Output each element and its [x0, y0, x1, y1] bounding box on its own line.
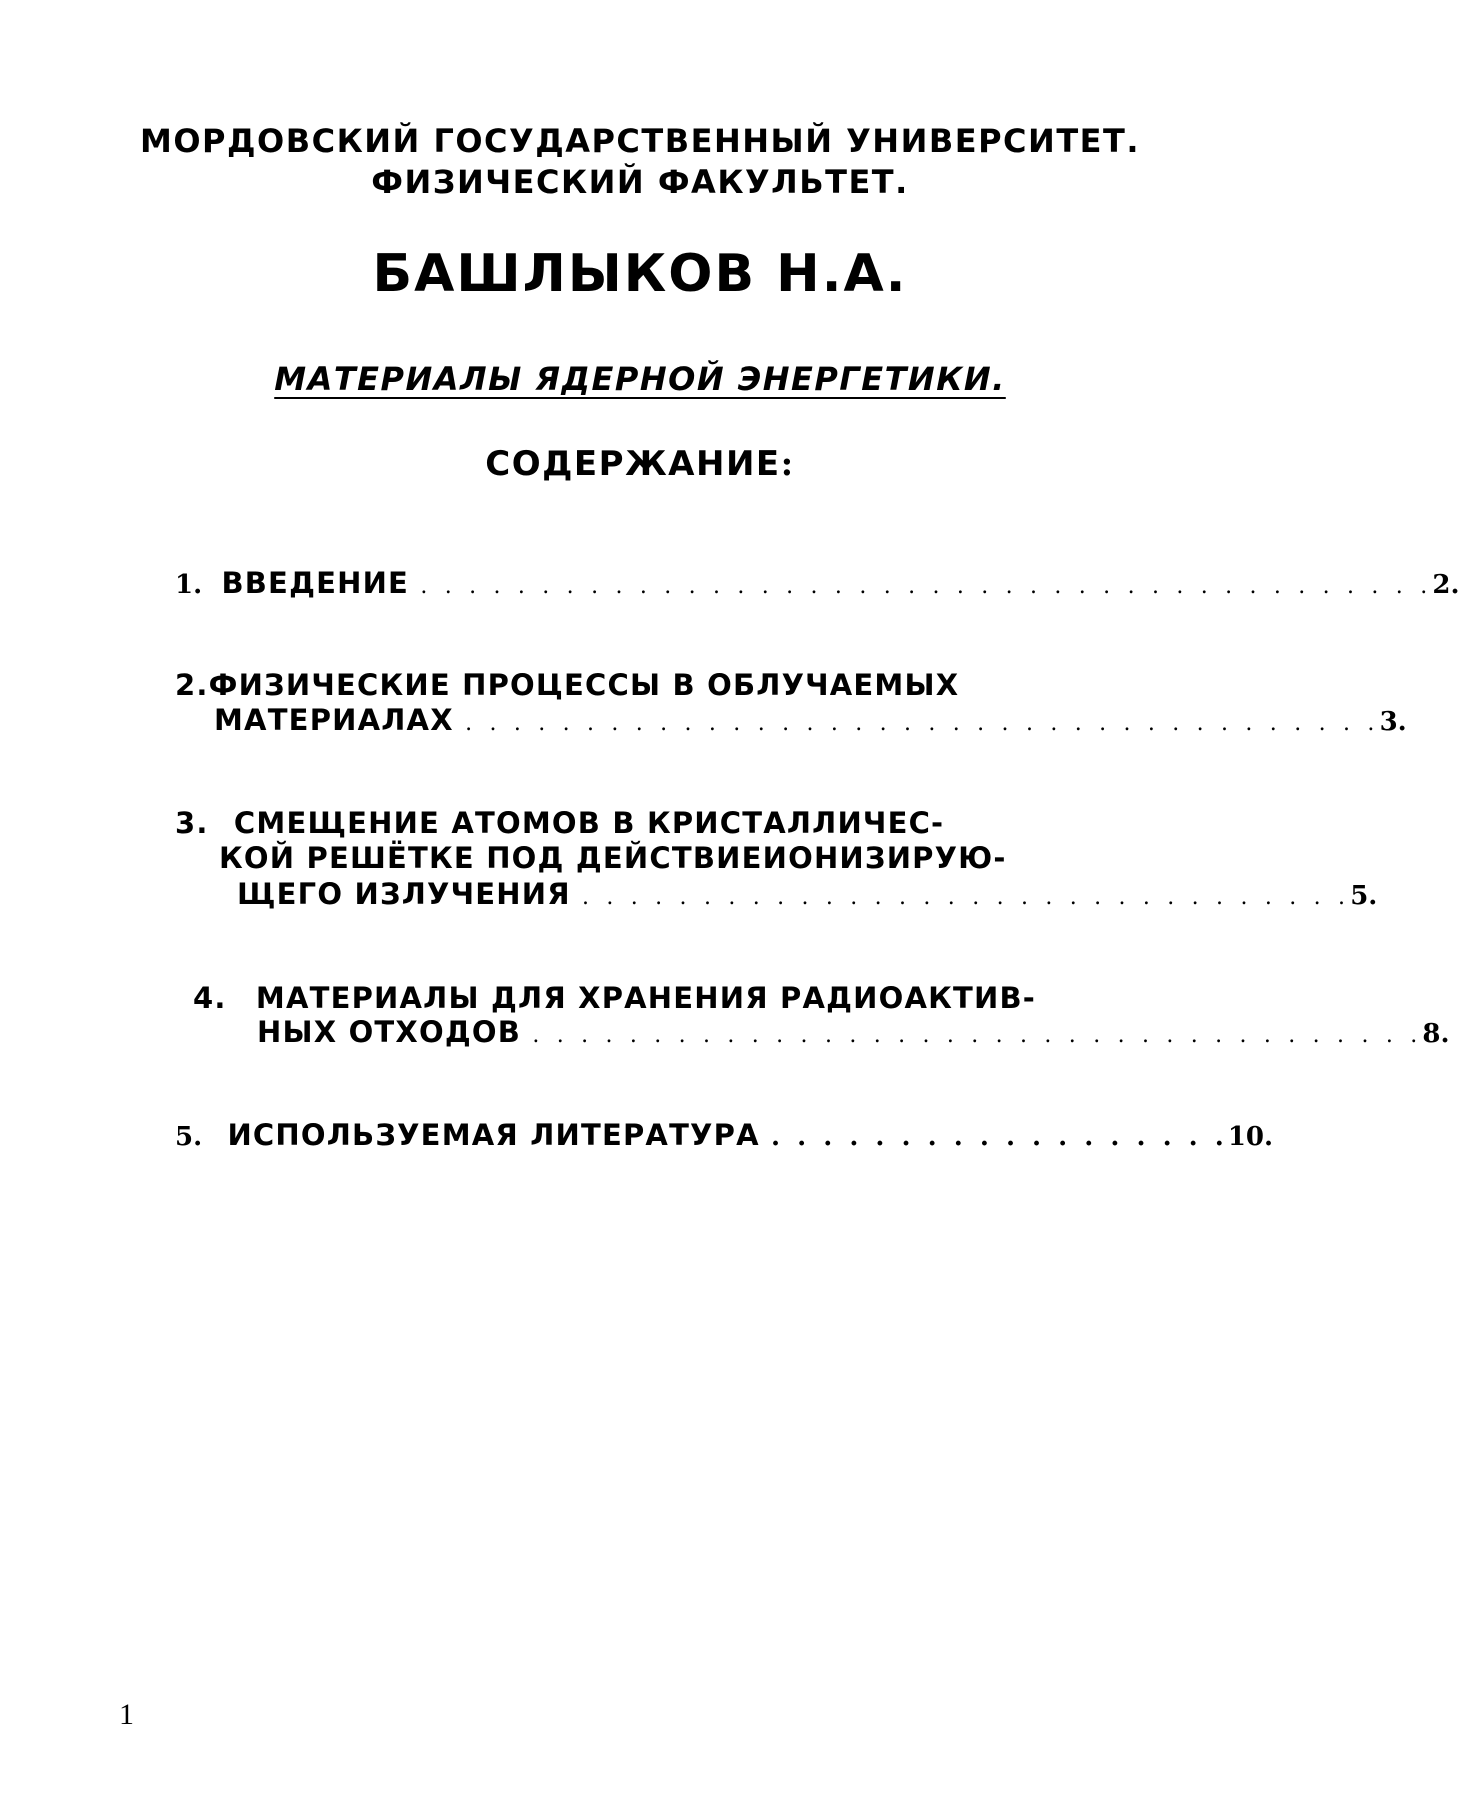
toc-item-5: [175, 1118, 1273, 1154]
toc-item-3-leader: . . . . . . . . . . . . . . . . . . . . . . . . . . . . . . . .: [582, 885, 1351, 910]
toc-item-4-title-line-1: МАТЕРИАЛЫ ДЛЯ ХРАНЕНИЯ РАДИОАКТИВ-: [255, 981, 1037, 1015]
toc-item-4-line-2: [257, 1015, 1450, 1053]
toc-item-3-page: 5.: [1350, 881, 1378, 911]
faculty-name: ФИЗИЧЕСКИЙ ФАКУЛЬТЕТ.: [371, 163, 909, 201]
contents-heading-colon: :: [780, 444, 795, 484]
toc-item-1-title: ВВЕДЕНИЕ: [221, 566, 410, 600]
contents-heading: [0, 444, 1280, 484]
contents-heading-text: СОДЕРЖАНИЕ: [485, 444, 781, 484]
toc-item-2-line-1: [175, 668, 959, 702]
toc-item-2-page: 3.: [1379, 707, 1407, 737]
toc-item-4-number: 4.: [193, 981, 227, 1015]
toc-item-1-page: 2.: [1432, 570, 1460, 600]
toc-item-2-title-line-1: ФИЗИЧЕСКИЕ ПРОЦЕССЫ В ОБЛУЧАЕМЫХ: [208, 668, 960, 702]
toc-item-5-leader: . . . . . . . . . . . . . . . . . .: [771, 1122, 1228, 1152]
toc-item-5-page: 10.: [1227, 1122, 1274, 1152]
toc-item-3-line-1: [175, 806, 944, 840]
toc-item-3-title-line-3: ЩЕГО ИЗЛУЧЕНИЯ: [237, 877, 571, 911]
university-name: МОРДОВСКИЙ ГОСУДАРСТВЕННЫЙ УНИВЕРСИТЕТ.: [140, 122, 1140, 160]
document-title: [0, 360, 1280, 398]
toc-item-2-title-line-2: МАТЕРИАЛАХ: [214, 703, 454, 737]
document-title-text: МАТЕРИАЛЫ ЯДЕРНОЙ ЭНЕРГЕТИКИ.: [274, 360, 1006, 398]
toc-item-3-line-2: [219, 841, 1007, 875]
page-number: 1: [119, 1698, 134, 1731]
toc-item-2-leader: . . . . . . . . . . . . . . . . . . . . . . . . . . . . . . . . . . . . . .: [465, 711, 1380, 736]
toc-item-1-leader: . . . . . . . . . . . . . . . . . . . . . . . . . . . . . . . . . . . . . . . . . .: [420, 574, 1433, 599]
toc-item-3-title-line-2: КОЙ РЕШЁТКЕ ПОД ДЕЙСТВИЕИОНИЗИРУЮ-: [219, 841, 1007, 875]
toc-item-2-number: 2.: [175, 668, 209, 702]
toc-item-4-leader: . . . . . . . . . . . . . . . . . . . . . . . . . . . . . . . . . . . . .: [532, 1023, 1423, 1048]
toc-item-1: [175, 566, 1460, 604]
toc-item-4-page: 8.: [1422, 1019, 1450, 1049]
toc-item-3-number: 3.: [175, 806, 209, 840]
toc-item-4-line-1: [193, 981, 1036, 1015]
toc-item-3-line-3: [237, 877, 1377, 915]
toc-item-3-title-line-1: СМЕЩЕНИЕ АТОМОВ В КРИСТАЛЛИЧЕС-: [233, 806, 945, 840]
toc-item-5-number: 5.: [175, 1122, 203, 1152]
toc-item-1-number: 1.: [175, 570, 203, 600]
toc-item-5-title: ИСПОЛЬЗУЕМАЯ ЛИТЕРАТУРА: [227, 1118, 760, 1152]
author-name: БАШЛЫКОВ Н.А.: [372, 244, 908, 304]
toc-item-4-title-line-2: НЫХ ОТХОДОВ: [257, 1015, 522, 1049]
toc-item-2-line-2: [214, 703, 1407, 741]
